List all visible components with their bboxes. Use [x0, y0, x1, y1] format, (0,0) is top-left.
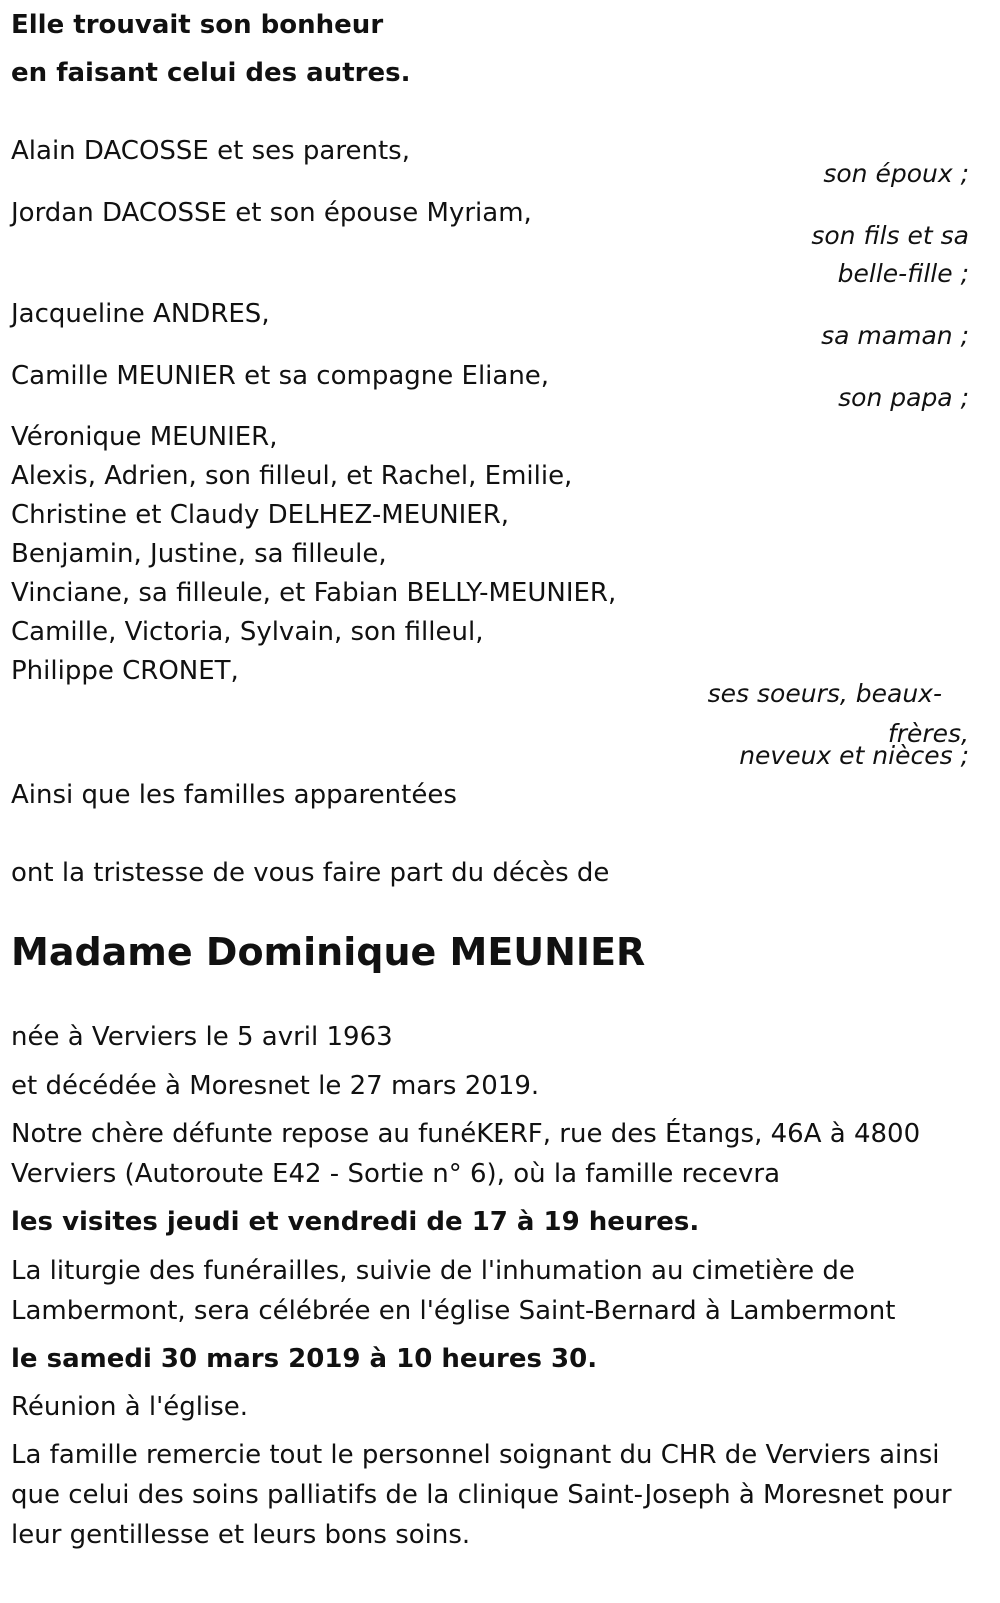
- family-member-son: Jordan DACOSSE et son épouse Myriam,: [11, 198, 532, 228]
- birth-info: née à Verviers le 5 avril 1963: [11, 1022, 393, 1052]
- thanks-paragraph: La famille remercie tout le personnel soignant du CHR de Verviers ainsi que celui des soins palliatifs de la clinique Saint-Joseph à Moresnet pour leur gentillesse et leurs bons soins.: [11, 1440, 952, 1550]
- motto-line-2: en faisant celui des autres.: [11, 58, 411, 88]
- relation-husband: son époux ;: [823, 159, 969, 188]
- relation-mother: sa maman ;: [821, 321, 969, 350]
- sibling-line: Benjamin, Justine, sa filleule,: [11, 539, 387, 569]
- sibling-line: Vinciane, sa filleule, et Fabian BELLY-MEUNIER,: [11, 578, 617, 608]
- sibling-line: Christine et Claudy DELHEZ-MEUNIER,: [11, 500, 510, 530]
- family-member-husband: Alain DACOSSE et ses parents,: [11, 136, 410, 166]
- death-info: et décédée à Moresnet le 27 mars 2019.: [11, 1071, 540, 1101]
- liturgy-paragraph: La liturgie des funérailles, suivie de l'inhumation au cimetière de Lambermont, sera célébrée en l'église Saint-Bernard à Lambermont: [11, 1256, 896, 1326]
- ceremony-date: le samedi 30 mars 2019 à 10 heures 30.: [11, 1344, 598, 1374]
- announcement: ont la tristesse de vous faire part du décès de: [11, 858, 610, 888]
- relation-siblings-line-2: frères,: [887, 719, 969, 748]
- family-member-father: Camille MEUNIER et sa compagne Eliane,: [11, 361, 550, 391]
- relation-siblings-line-3: neveux et nièces ;: [739, 741, 969, 770]
- relation-father: son papa ;: [838, 383, 969, 412]
- deceased-name: Madame Dominique MEUNIER: [11, 930, 646, 974]
- rest-place-paragraph: Notre chère défunte repose au funéKERF, rue des Étangs, 46A à 4800 Verviers (Autoroute E42 - Sortie n° 6), où la famille recevra: [11, 1119, 921, 1189]
- related-families: Ainsi que les familles apparentées: [11, 780, 457, 810]
- relation-son-line-2: belle-fille ;: [837, 259, 969, 288]
- family-member-mother: Jacqueline ANDRES,: [11, 299, 270, 329]
- sibling-line: Camille, Victoria, Sylvain, son filleul,: [11, 617, 484, 647]
- sibling-line: Alexis, Adrien, son filleul, et Rachel, Emilie,: [11, 461, 573, 491]
- relation-son-line-1: son fils et sa: [811, 221, 969, 250]
- sibling-line: Véronique MEUNIER,: [11, 422, 278, 452]
- relation-siblings-line-1: ses soeurs, beaux-: [707, 679, 942, 708]
- sibling-line: Philippe CRONET,: [11, 656, 239, 686]
- visits-info: les visites jeudi et vendredi de 17 à 19 heures.: [11, 1207, 700, 1237]
- meeting-info: Réunion à l'église.: [11, 1392, 249, 1422]
- motto-line-1: Elle trouvait son bonheur: [11, 10, 384, 40]
